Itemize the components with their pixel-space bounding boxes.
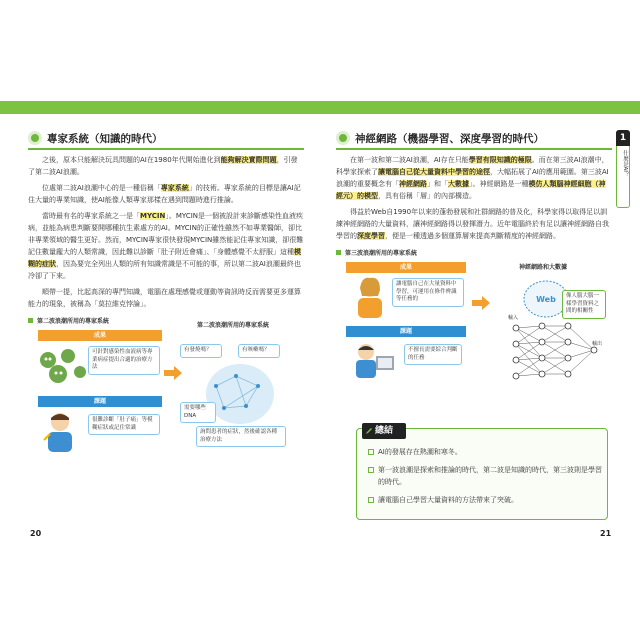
diagnosis-bubble: 詢問患者的症狀，然後確認各種治療方法 bbox=[196, 426, 286, 447]
left-issue-banner: 課題 bbox=[38, 396, 162, 407]
right-figure-caption: 第三波浪潮所用的專家系統 bbox=[336, 248, 612, 257]
system-title: 第二波浪潮所用的專家系統 bbox=[196, 322, 269, 329]
left-section-title: 專家系統（知識的時代） bbox=[47, 132, 163, 145]
web-bubble: 像人腦大腦一樣學習資料之間的相關性 bbox=[562, 290, 606, 319]
left-result-banner: 成果 bbox=[38, 330, 162, 341]
q-dna-bubble: 需要哪些DNA bbox=[180, 402, 216, 423]
left-paragraph-1: 之後，原本只能解決玩具問題的AI在1980年代開始進化到能夠解決實際問題，引發了第二波AI浪潮。 bbox=[28, 156, 298, 176]
left-section-header bbox=[28, 128, 304, 150]
right-paragraph-1: 在第一波和第二波AI浪潮，AI存在只能學習有限知識的極限。而在第三波AI浪潮中，科學家探索了讓電腦自己從大量資料中學習的途徑，大幅拓展了AI的應用範圍。第三波AI浪潮的重要概念有「神經網路」和「大數據」。神經網路是一種模仿人類腦神經細胞（神經元）的模型，具有俗稱「層」的內部構造。 bbox=[336, 156, 609, 200]
q-fever-bubble: 有發燒嗎？ bbox=[180, 344, 222, 358]
right-section-header bbox=[336, 128, 612, 150]
chapter-title-vertical: 什麼是AI？ bbox=[622, 150, 628, 178]
right-paragraph-2: 得益於Web自1990年以來的蓬勃發展和社群網路的普及化，科學家得以取得足以訓練神經網路的大量資料，讓神經網路得以發揮潛力。近年電腦終於有足以讓神經網路自我學習的深度學習，便是一種透過多個運算層來提高判斷精度的神經網路。 bbox=[336, 208, 609, 240]
web-label: Web bbox=[536, 295, 556, 304]
pencil-icon bbox=[365, 427, 373, 435]
q-cough-bubble: 有咳嗽嗎？ bbox=[238, 344, 280, 358]
input-label: 輸入 bbox=[508, 315, 519, 321]
left-page bbox=[28, 128, 304, 325]
left-result-bubble: 可針對感染性血液病等專業病症提出合適的治療方法 bbox=[88, 346, 160, 375]
left-paragraph-2: 位處第二波AI浪潮中心的是一種俗稱「專家系統」的技術。專家系統的目標是讓AI記住大量的專業知識，使AI能像人類專家那樣在遇到問題時進行推論。 bbox=[28, 184, 301, 204]
header-green-bar bbox=[0, 101, 640, 114]
checkbox-icon bbox=[368, 497, 374, 503]
section-bullet-icon bbox=[336, 131, 350, 145]
checkbox-icon bbox=[368, 467, 374, 473]
section-bullet-icon bbox=[28, 131, 42, 145]
caption-square-icon bbox=[336, 250, 341, 255]
summary-item-3: 讓電腦自己學習大量資料的方法帶來了突破。 bbox=[368, 494, 604, 506]
virus-icon bbox=[36, 346, 96, 386]
chapter-number: 1 bbox=[616, 130, 630, 146]
arrow-right-icon bbox=[472, 296, 490, 310]
right-result-bubble: 讓電腦自己在大量資料中學習，可運用在條件辨識等任務的 bbox=[392, 278, 464, 307]
left-paragraph-4: 順帶一提，比起高深的專門知識，電腦在處理感覺或運動等資訊時反而需要更多運算能力的現象，被稱為「莫拉維克悖論」。 bbox=[28, 288, 301, 308]
caption-square-icon bbox=[28, 318, 33, 323]
arrow-right-icon bbox=[164, 366, 182, 380]
right-issue-bubble: 不擅長需要綜合判斷的任務 bbox=[404, 344, 462, 365]
left-paragraph-3: 當時最有名的專家系統之一是「MYCIN」。MYCIN是一個被設計來診斷感染性血液疾病，並能為病患判斷要開哪種抗生素處方的AI。MYCIN的正確性雖然不如專業醫師，卻比非專業領域的醫生更好。然而，MYCIN專家很快發現MYCIN雖然能記住專家知識，卻很難記住數量龐大的人類常識，因此難以診斷「肚子附近會痛」、「身體感覺不太舒服」這種模糊的症狀，因為要完全列出人類的所有知識常識是不可能的事，所以第二波AI浪潮最終也冷卻了下來。 bbox=[28, 212, 304, 280]
summary-title: 總結 bbox=[362, 423, 406, 439]
output-label: 輸出 bbox=[592, 341, 603, 347]
right-result-banner: 成果 bbox=[346, 262, 466, 273]
woman-icon bbox=[350, 276, 390, 320]
right-issue-banner: 課題 bbox=[346, 326, 466, 337]
right-page-number: 21 bbox=[600, 529, 612, 538]
left-issue-bubble: 很難診斷「肚子痛」等模糊症狀或記住常識 bbox=[88, 414, 160, 435]
summary-item-1: AI的發展存在熱潮和寒冬。 bbox=[368, 446, 604, 458]
left-page-number: 20 bbox=[30, 529, 42, 538]
left-figure-caption: 第二波浪潮所用的專家系統 bbox=[28, 316, 304, 325]
neural-network-diagram bbox=[506, 318, 606, 382]
right-page bbox=[336, 128, 612, 257]
worker-computer-icon bbox=[350, 340, 396, 380]
right-section-title: 神經網路（機器學習、深度學習的時代） bbox=[355, 132, 544, 145]
nn-title: 神經網路和大數據 bbox=[518, 264, 567, 271]
checkbox-icon bbox=[368, 449, 374, 455]
sick-person-icon bbox=[40, 410, 80, 454]
summary-item-2: 第一波浪潮是探索和推論的時代，第二波是知識的時代，第三波則是學習的時代。 bbox=[368, 464, 604, 488]
